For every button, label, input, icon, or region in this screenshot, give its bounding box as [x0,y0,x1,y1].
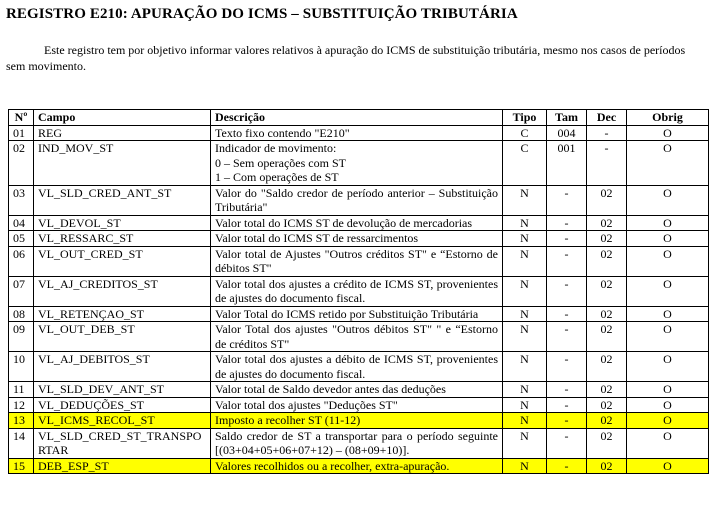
cell-descricao: Indicador de movimento: 0 – Sem operações com ST 1 – Com operações de ST [211,141,503,186]
cell-tipo: N [503,231,547,247]
cell-obrig: O [627,185,709,215]
cell-tipo: N [503,246,547,276]
cell-campo: VL_DEDUÇÕES_ST [34,397,211,413]
cell-tipo: C [503,141,547,186]
table-row [9,428,709,458]
cell-campo: VL_AJ_DEBITOS_ST [34,352,211,382]
cell-n: 15 [9,458,34,474]
cell-n: 03 [9,185,34,215]
table-row [9,397,709,413]
cell-dec: 02 [587,397,627,413]
table-row [9,382,709,398]
cell-campo: VL_RETENÇAO_ST [34,306,211,322]
cell-dec: - [587,125,627,141]
cell-descricao: Saldo credor de ST a transportar para o período seguinte [(03+04+05+06+07+12) – (08+09+10)]. [211,428,503,458]
cell-tam: - [547,352,587,382]
cell-n: 05 [9,231,34,247]
cell-campo: REG [34,125,211,141]
cell-tipo: N [503,322,547,352]
cell-campo: VL_OUT_DEB_ST [34,322,211,352]
cell-campo: VL_ICMS_RECOL_ST [34,413,211,429]
cell-n: 09 [9,322,34,352]
cell-n: 10 [9,352,34,382]
page-title: REGISTRO E210: APURAÇÃO DO ICMS – SUBSTITUIÇÃO TRIBUTÁRIA [6,6,518,22]
cell-tam: - [547,215,587,231]
cell-descricao: Valor total de Ajustes "Outros créditos ST" e “Estorno de débitos ST" [211,246,503,276]
cell-tam: - [547,413,587,429]
cell-n: 11 [9,382,34,398]
cell-dec: 02 [587,322,627,352]
cell-n: 07 [9,276,34,306]
table-row [9,413,709,429]
cell-descricao: Valor total do ICMS ST de devolução de mercadorias [211,215,503,231]
cell-descricao: Valor Total do ICMS retido por Substituição Tributária [211,306,503,322]
cell-descricao: Valor total dos ajustes a crédito de ICMS ST, provenientes de ajustes do documento fiscal. [211,276,503,306]
cell-obrig: O [627,306,709,322]
cell-campo: DEB_ESP_ST [34,458,211,474]
cell-tam: - [547,382,587,398]
cell-tam: 001 [547,141,587,186]
table-row [9,276,709,306]
cell-campo: IND_MOV_ST [34,141,211,186]
cell-dec: 02 [587,215,627,231]
cell-n: 04 [9,215,34,231]
cell-dec: 02 [587,276,627,306]
table-row [9,322,709,352]
cell-obrig: O [627,276,709,306]
cell-obrig: O [627,246,709,276]
table-row [9,246,709,276]
cell-tam: - [547,185,587,215]
cell-tam: - [547,322,587,352]
col-header-dec: Dec [587,110,627,126]
cell-obrig: O [627,413,709,429]
cell-campo: VL_SLD_CRED_ANT_ST [34,185,211,215]
cell-obrig: O [627,125,709,141]
cell-obrig: O [627,352,709,382]
cell-dec: 02 [587,306,627,322]
cell-tipo: N [503,185,547,215]
cell-campo: VL_SLD_CRED_ST_TRANSPORTAR [34,428,211,458]
cell-tipo: N [503,306,547,322]
cell-tipo: N [503,397,547,413]
cell-dec: 02 [587,382,627,398]
cell-tam: - [547,276,587,306]
table-row [9,215,709,231]
cell-obrig: O [627,141,709,186]
table-row [9,458,709,474]
cell-dec: 02 [587,231,627,247]
col-header-campo: Campo [34,110,211,126]
cell-descricao: Texto fixo contendo "E210" [211,125,503,141]
cell-tipo: N [503,413,547,429]
cell-n: 12 [9,397,34,413]
cell-tipo: N [503,458,547,474]
field-table [8,109,709,474]
cell-dec: 02 [587,413,627,429]
cell-tam: 004 [547,125,587,141]
cell-descricao: Valor total de Saldo devedor antes das deduções [211,382,503,398]
cell-n: 14 [9,428,34,458]
cell-tam: - [547,246,587,276]
cell-obrig: O [627,382,709,398]
cell-descricao: Valor do "Saldo credor de período anterior – Substituição Tributária" [211,185,503,215]
table-row [9,306,709,322]
cell-campo: VL_DEVOL_ST [34,215,211,231]
cell-obrig: O [627,322,709,352]
cell-tipo: N [503,352,547,382]
cell-descricao: Valor total dos ajustes "Deduções ST" [211,397,503,413]
table-row [9,141,709,186]
cell-campo: VL_RESSARC_ST [34,231,211,247]
cell-tipo: N [503,382,547,398]
cell-tam: - [547,306,587,322]
cell-n: 08 [9,306,34,322]
table-row [9,352,709,382]
cell-n: 06 [9,246,34,276]
cell-obrig: O [627,231,709,247]
cell-descricao: Valor total do ICMS ST de ressarcimentos [211,231,503,247]
table-header-row [9,110,709,126]
cell-obrig: O [627,458,709,474]
cell-campo: VL_AJ_CREDITOS_ST [34,276,211,306]
cell-descricao: Valores recolhidos ou a recolher, extra-apuração. [211,458,503,474]
cell-tam: - [547,231,587,247]
cell-dec: 02 [587,352,627,382]
cell-n: 02 [9,141,34,186]
cell-dec: 02 [587,246,627,276]
cell-tipo: N [503,428,547,458]
cell-obrig: O [627,215,709,231]
table-row [9,125,709,141]
col-header-tam: Tam [547,110,587,126]
cell-dec: 02 [587,185,627,215]
cell-dec: 02 [587,428,627,458]
cell-dec: 02 [587,458,627,474]
col-header-obrig: Obrig [627,110,709,126]
cell-n: 01 [9,125,34,141]
table-row [9,185,709,215]
cell-obrig: O [627,428,709,458]
cell-tam: - [547,428,587,458]
table-row [9,231,709,247]
cell-descricao: Imposto a recolher ST (11-12) [211,413,503,429]
cell-tam: - [547,397,587,413]
col-header-n: Nº [9,110,34,126]
intro-paragraph: Este registro tem por objetivo informar valores relativos à apuração do ICMS de substituição tributária, mesmo nos casos de períodos sem movimento. [6,43,686,73]
col-header-tipo: Tipo [503,110,547,126]
cell-tipo: N [503,276,547,306]
cell-obrig: O [627,397,709,413]
cell-descricao: Valor Total dos ajustes "Outros débitos ST" " e “Estorno de créditos ST" [211,322,503,352]
cell-campo: VL_OUT_CRED_ST [34,246,211,276]
cell-tipo: C [503,125,547,141]
cell-tam: - [547,458,587,474]
cell-tipo: N [503,215,547,231]
cell-dec: - [587,141,627,186]
cell-descricao: Valor total dos ajustes a débito de ICMS ST, provenientes de ajustes do documento fiscal. [211,352,503,382]
cell-campo: VL_SLD_DEV_ANT_ST [34,382,211,398]
col-header-descricao: Descrição [211,110,503,126]
cell-n: 13 [9,413,34,429]
